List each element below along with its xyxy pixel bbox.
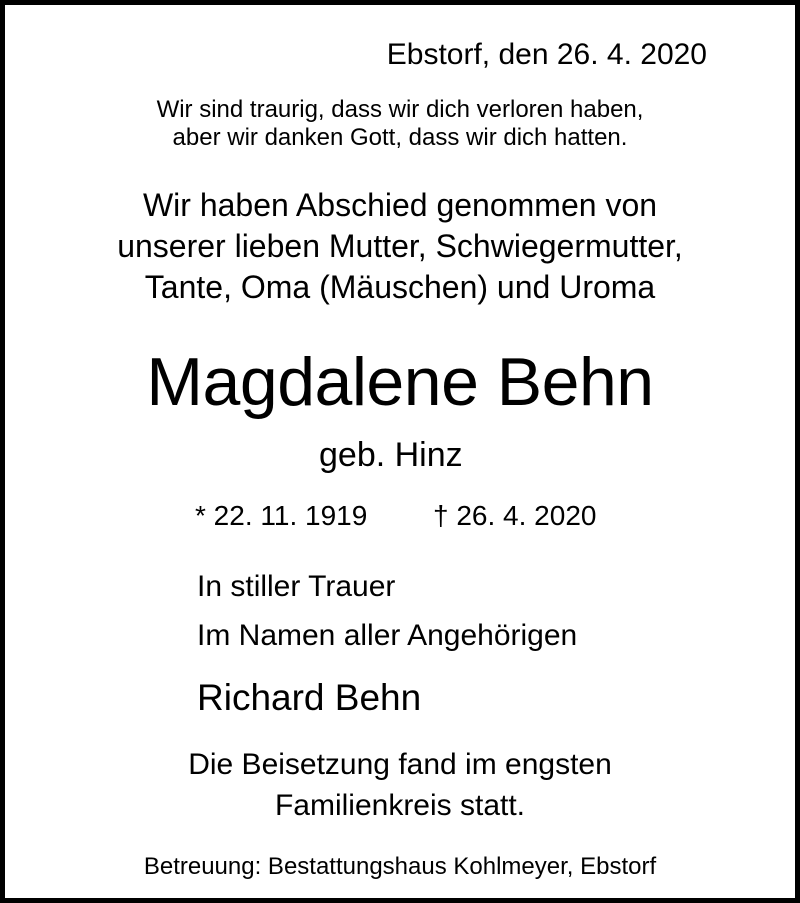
undertaker-credit: Betreuung: Bestattungshaus Kohlmeyer, Ebstorf (143, 853, 657, 880)
quote-line-1: Wir sind traurig, dass wir dich verloren haben, (156, 96, 644, 123)
deceased-name: Magdalene Behn (146, 344, 654, 420)
place-date: Ebstorf, den 26. 4. 2020 (386, 38, 707, 71)
intro-line-3: Tante, Oma (Mäuschen) und Uroma (144, 269, 656, 305)
mourning-line-2: Im Namen aller Angehörigen (197, 619, 578, 652)
death-date: † 26. 4. 2020 (433, 500, 597, 531)
maiden-name: geb. Hinz (319, 436, 463, 474)
burial-note-line-2: Familienkreis statt. (274, 789, 526, 822)
intro-line-2: unserer lieben Mutter, Schwiegermutter, (117, 228, 683, 264)
intro-line-1: Wir haben Abschied genommen von (142, 187, 658, 223)
burial-note-line-1: Die Beisetzung fand im engsten (188, 748, 612, 781)
quote-line-2: aber wir danken Gott, dass wir dich hatten. (172, 124, 628, 151)
signer-name: Richard Behn (197, 677, 422, 718)
birth-date: * 22. 11. 1919 (195, 500, 368, 531)
mourning-line-1: In stiller Trauer (197, 570, 396, 603)
